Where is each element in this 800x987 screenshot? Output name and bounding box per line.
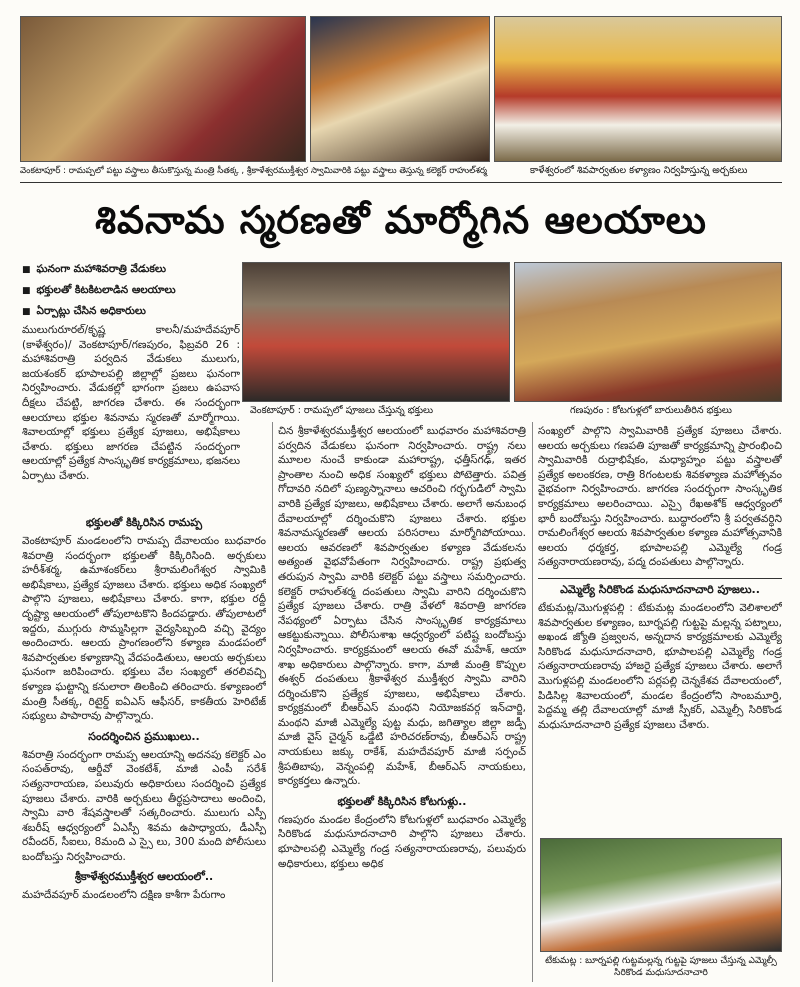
subheading-ramappa: భక్తులతో కిక్కిరిసిన రామప్ప (85, 516, 203, 529)
highlight-item: ■ ఘనంగా మహాశివరాత్రి వేడుకలు (22, 262, 240, 277)
column-1-intro: ములుగురూరల్/కృష్ణ కాలనీ/మహదేవపూర్ (కాళేశ్వరం)/ వెంకటాపూర్/గణపురం, ఫిబ్రవరి 26 : మహాశివరాత్రి పర్వదిన వేడుకలు ములుగు, జయశంకర్ భూపాలపల్లి జిల్లాల్లో ప్రజలు ఘనంగా నిర్వహించారు. వేడుకల్లో భాగంగా ప్రజలు ఉపవాస దీక్షలు చేపట్టి, జాగరణ చేశారు. ఈ సందర్భంగా ఆలయాలు భక్తుల శివనామ స్మరణతో మార్మోగాయి. శివాలయాల్లో భక్తులు ప్రత్యేక పూజలు, అభిషేకాలు చేశారు. భక్తులు జాగరణ చేపట్టిన సందర్భంగా ఆలయాల్లో ప్రత్యేక సాంస్కృతిక కార్యక్రమాలు, భజనలు ఏర్పాటు చేశారు. (22, 324, 240, 482)
paragraph-kaleshwaram-start: మహదేవపూర్ మండలంలోని దక్షిణ కాశీగా పేరుగాం (22, 889, 226, 902)
subheading-mla-pujas: ఎమ్మెల్యే సిరికొండ మధుసూదనాచారి పూజలు.. (538, 578, 782, 597)
paragraph-kotagullu-cont: సంఖ్యలో పాల్గొని స్వామివారికి ప్రత్యేక పూజలు చేశారు. ఆలయ అర్చకులు గణపతి పూజతో కార్యక్రమాన్ని ప్రారంభించి స్వామివారికి రుద్రాభిషేకం, మధ్యాహ్నం పట్టు వస్త్రాలతో ప్రత్యేక అలంకరణ, రాత్రి 8గంటలకు శివకళ్యాణ మహోత్సవం వైభవంగా నిర్వహించారు. జాగరణ సందర్భంగా సాంస్కృతిక కార్యక్రమాలు అలరించాయి. ఎస్సై రేఖఅశోక్ ఆధ్వర్యంలో భారీ బందోబస్తు నిర్వహించారు. బుద్ధారంలోని శ్రీ పర్వతవర్ధిని రామలింగేశ్వర ఆలయ శివపార్వతుల కళ్యాణ మహోత్సవానికి ఆలయ ధర్మకర్త, భూపాలపల్లి ఎమ్మెల్యే గండ్ర సత్యనారాయణరావు, పద్మ దంపతులు పాల్గొన్నారు. (538, 425, 782, 569)
paragraph-kaleshwaram: చిన శ్రీకాళేశ్వరముక్తీశ్వర ఆలయంలో బుధవారం మహాశివరాత్రి పర్వదిన వేడుకలు ఘనంగా నిర్వహించారు. రాష్ట్ర నలు మూలల నుంచే కాకుండా మహారాష్ట్ర, ఛత్తీస్‌గఢ్, ఇతర ప్రాంతాల నుంచి అధిక సంఖ్యలో భక్తులు పోటెత్తారు. పవిత్ర గోదావరి నదిలో పుణ్యస్నానాలు ఆచరించి గర్భగుడిలో స్వామి వారికి ప్రత్యేక పూజలు, అభిషేకాలు చేశారు. అలాగే అనుబంధ దేవాలయాల్లో దర్శించుకొని పూజలు చేశారు. భక్తుల శివనామస్మరణతో ఆలయ పరిసరాలు మార్మోగిపోయాయి. ఆలయ ఆవరణలో శివపార్వతుల కళ్యాణ వేడుకలను అత్యంత వైభవోపేతంగా నిర్వహించారు. రాష్ట్ర ప్రభుత్వ తరుపున స్వామి వారికి కలెక్టర్ పట్టు వస్త్రాలు సమర్పించారు. కలెక్టర్ రాహుల్‌శర్మ దంపతులు స్వామి వారిని దర్శించుకొని ప్రత్యేక పూజలు చేశారు. రాత్రి వేళలో శివరాత్రి జాగరణ నేపథ్యంలో ఏర్పాటు చేసిన సాంస్కృతిక కార్యక్రమాలు ఆకట్టుకున్నాయి. పోలీసుశాఖ ఆధ్వర్యంలో పటిష్ట బందోబస్తు నిర్వహించారు. కార్యక్రమంలో ఆలయ ఈవో మహేశ్, ఆయా శాఖ అధికారులు పాల్గొన్నారు. కాగా, మాజీ మంత్రి కొప్పుల ఈశ్వర్ దంపతులు శ్రీకాళేశ్వర ముక్తీశ్వర స్వామి వారిని దర్శించుకొని ప్రత్యేక పూజలు, అభిషేకాలు చేశారు. కార్యక్రమంలో బీఆర్ఎస్ మంథని నియోజకవర్గ ఇన్‌చార్జి, మంథని మాజీ ఎమ్మెల్యే పుట్ట మధు, జగిత్యాల జిల్లా జడ్పీ మాజీ వైస్ చైర్మన్ ఒడ్డేటి హరిచరణ్‌రావు, బీఆర్ఎస్ రాష్ట్ర నాయకులు జక్కు రాకేశ్, మహదేవపూర్ మాజీ సర్పంచ్ శ్రీపతిబాపు, వెన్నంపల్లి మహేశ్, బీఆర్ఎస్ నాయకులు, కార్యకర్తలు ఉన్నారు. (278, 425, 526, 788)
photo-minister-silk-clothes (20, 16, 306, 162)
mid-caption-1: వెంకటాపూర్ : రామప్పలో పూజలు చేస్తున్న భక్తులు (250, 405, 434, 416)
subheading-kaleshwaram: శ్రీకాళేశ్వరముక్తీశ్వర ఆలయంలో.. (74, 870, 214, 884)
highlights-list (22, 262, 240, 319)
column-3-body (538, 424, 782, 832)
paragraph-ramappa: వెంకటాపూర్ మండలంలోని రామప్ప దేవాలయం బుధవారం శివరాత్రి సందర్భంగా భక్తులతో కిక్కిరిసింది. అర్చకులు హరీశ్‌శర్మ, ఉమాశంకర్‌లు శ్రీరామలింగేశ్వర స్వామికి అభిషేకాలు, ప్రత్యేక పూజలు చేశారు. భక్తులు అధిక సంఖ్యలో పాల్గొని పూజలు, అభిషేకాలు చేశారు. కాగా, భక్తుల రద్దీ దృష్ట్యా ఆలయంలో తోపులాటకొని కిందపడ్డారు. తోపులాటలో ఇద్దరు, ముగ్గురు సొమ్మసిల్లగా వైద్యసిబ్బంది వచ్చి వైద్యం అందించారు. ఆలయ ప్రాంగణంలోని కళ్యాణ మండపంలో శివపార్వతుల కళ్యాణాన్ని వేదపండితులు, ఆలయ అర్చకులు ఘనంగా జరిపించారు. భక్తులు వేల సంఖ్యలో తరలివచ్చి కళ్యాణ ఘట్టాన్ని కనులారా తిలకించి తరించారు. కళ్యాణంలో మంత్రి సీతక్క, రిటైర్డ్ ఐఏఎస్ ఆఫీసర్, కాకతీయ హెరిటేజ్ సభ్యులు పాపారావు పాల్గొన్నారు. (22, 535, 266, 723)
bottom-right-caption-text: టేకుమట్ల : బూర్నపల్లి గుట్టమల్లన్న గుట్టపై పూజలు చేస్తున్న ఎమ్మెల్సీ సిరికొండ మధుసూదనాచారి (545, 956, 777, 978)
photo-kotagullu-devotees (514, 262, 782, 402)
photo-kaleshwaram-kalyanam (494, 16, 782, 162)
photo-collector-silk-clothes (310, 16, 490, 162)
column-2-body (278, 424, 526, 984)
column-divider (532, 422, 533, 982)
highlight-item: ■ భక్తులతో కిటకిటలాడిన ఆలయాలు (22, 283, 240, 298)
photo-mla-pujas (540, 838, 782, 952)
top-divider (20, 182, 782, 183)
paragraph-mla-pujas: టేకుమట్ల/మొగుళ్లపల్లి : టేకుమట్ల మండలంలోని వెలిశాలలో శివపార్వతుల కళ్యాణం, బూర్నపల్లి గుట్టపై మల్లన్న పట్నాలు, అఖండ జ్యోతి ప్రజ్వలన, అన్నదాన కార్యక్రమాలకు ఎమ్మెల్యే సిరికొండ మధుసూదనాచారి, భూపాలపల్లి ఎమ్మెల్యే గండ్ర సత్యనారాయణరావు హాజరై ప్రత్యేక పూజలు చేశారు. అలాగే మొగుళ్లపల్లి మండలంలోని పర్లపల్లి చెన్నకేశవ దేవాలయంలో, పిడిసిల్ల శివాలయంలో, మండల కేంద్రంలోని సాంబమూర్తి, పెద్దమ్మ తల్లి దేవాలయాల్లో మాజీ స్పీకర్, ఎమ్మెల్సీ సిరికొండ మధుసూదనాచారి ప్రత్యేక పూజలు చేశారు. (538, 601, 782, 731)
top-caption-2: కాళేశ్వరంలో శివపార్వతుల కళ్యాణం నిర్వహిస్తున్న అర్చకులు (530, 165, 748, 176)
paragraph-kotagullu: గణపురం మండల కేంద్రంలోని కోటగుళ్లలో బుధవారం ఎమ్మెల్యే సిరికొండ మధుసూదనాచారి పాల్గొని పూజలు చేశారు. భూపాలపల్లి ఎమ్మెల్యే గండ్ర సత్యనారాయణరావు, పలువురు అధికారులు, భక్తులు అధిక (278, 813, 526, 870)
highlight-item: ■ ఏర్పాట్లు చేసిన అధికారులు (22, 304, 240, 319)
bottom-right-caption (540, 955, 782, 979)
mid-caption-2: గణపురం : కోటగుళ్లలో బారులుతీరిన భక్తులు (570, 405, 732, 416)
top-caption-1: వెంకటాపూర్ : రామప్పలో పట్టు వస్త్రాలు తీసుకొస్తున్న మంత్రి సీతక్క , శ్రీకాళేశ్వరముక్తీశ్వర స్వామివారికి పట్టు వస్త్రాలు తెస్తున్న కలెక్టర్ రాహుల్‌శర్మ (20, 166, 487, 176)
headline: శివనామ స్మరణతో మార్మోగిన ఆలయాలు (95, 197, 707, 242)
column-divider (272, 422, 273, 982)
paragraph-dignitaries: శివరాత్రి సందర్భంగా రామప్ప ఆలయాన్ని అదనపు కలెక్టర్ ఎం సంపత్‌రావు, ఆర్డీవో వెంకటేశ్, మాజీ ఎంపీ సరేశ్ సత్యనారాయణ, పలువురు అధికారులు సందర్శించి ప్రత్యేక పూజలు చేశారు. వారికి అర్చకులు తీర్థప్రసాదాలు అందించి, స్వామి వారి శేషవస్త్రాలతో సత్కరించారు. ములుగు ఎస్పీ శబరీష్ ఆధ్వర్యంలో ఏఎస్పీ శివమ ఉపాధ్యాయ, డీఎస్పీ రవీందర్, సీఐలు, 8మంది ఎ స్సై లు, 300 మంది పోలీసులు బందోబస్తు నిర్వహించారు. (22, 748, 266, 863)
photo-ramappa-devotees (242, 262, 510, 402)
subheading-kotagullu: భక్తులతో కిక్కిరిసిన కోటగుళ్లు.. (337, 794, 467, 808)
column-1-body (22, 514, 266, 984)
subheading-dignitaries: సందర్శించిన ప్రముఖులు.. (88, 729, 200, 743)
